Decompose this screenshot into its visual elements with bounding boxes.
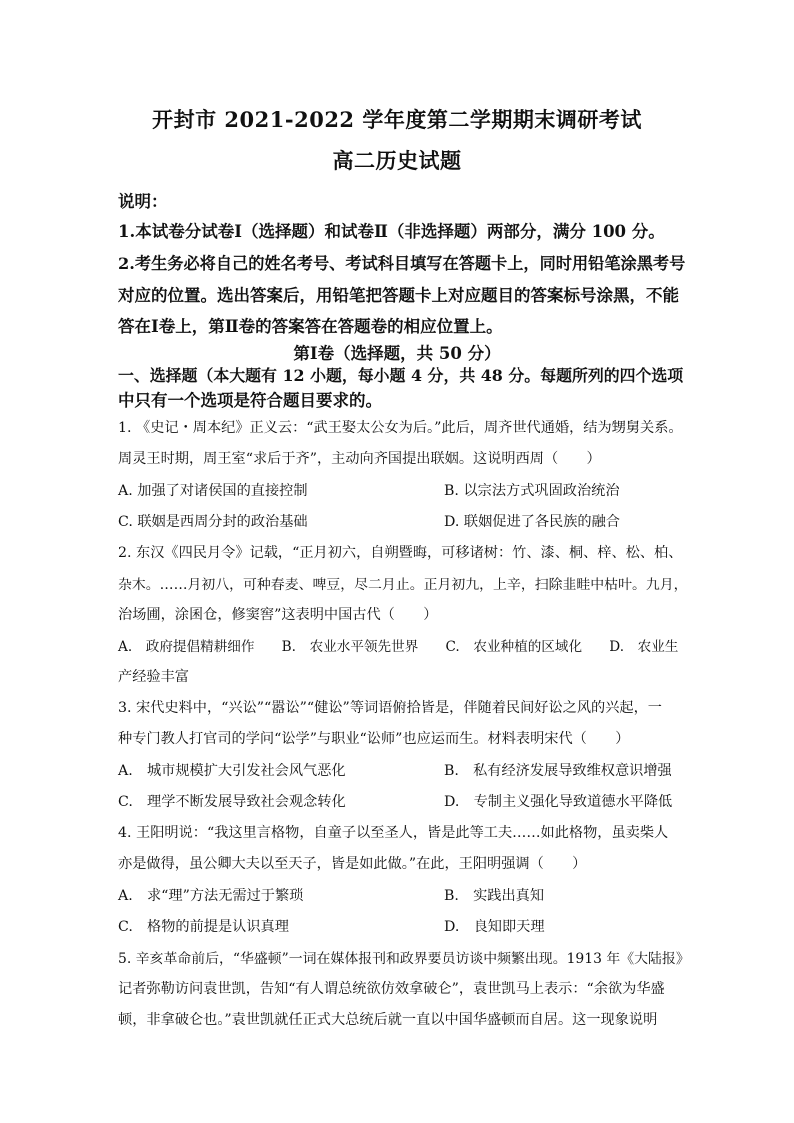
- question-5-line-3: 顿，非拿破仑也。”袁世凯就任正式大总统后就一直以中国华盛顿而自居。这一现象说明: [118, 1012, 658, 1028]
- exam-subtitle: 高二历史试题: [332, 148, 462, 173]
- question-1-option-c: C. 联姻是西周分封的政治基础: [118, 514, 308, 530]
- question-3-option-a: A. 城市规模扩大引发社会风气恶化: [118, 763, 346, 779]
- question-4-option-a: A. 求“理”方法无需过于繁琐: [118, 888, 304, 904]
- question-2-line-2: 杂木。……月初八，可种春麦、啤豆，尽二月止。正月初九，上辛，扫除韭畦中枯叶。九月，: [118, 577, 688, 593]
- question-1-line-1: 1. 《史记・周本纪》正义云：“武王娶太公女为后。”此后，周齐世代通婚，结为甥舅关系。: [118, 420, 683, 436]
- instruction-2-line-2: 对应的位置。选出答案后，用铅笔把答题卡上对应题目的答案标号涂黑，不能: [118, 286, 679, 305]
- question-4-option-b: B. 实践出真知: [444, 888, 545, 904]
- question-2-line-1: 2. 东汉《四民月令》记载，“正月初六，自朔暨晦，可移诸树：竹、漆、桐、梓、松、柏、: [118, 545, 683, 561]
- question-1-option-b: B. 以宗法方式巩固政治统治: [444, 483, 620, 499]
- question-2-line-3: 治场圃，涂囷仓，修窦窖”这表明中国古代（ ）: [118, 607, 438, 623]
- question-4-line-1: 4. 王阳明说：“我这里言格物，自童子以至圣人，皆是此等工夫……如此格物，虽卖柴人: [118, 825, 669, 841]
- section-heading-line-2: 中只有一个选项是符合题目要求的。: [118, 391, 382, 410]
- question-3-option-d: D. 专制主义强化导致道德水平降低: [444, 794, 673, 810]
- question-4-line-2: 亦是做得，虽公卿大夫以至天子，皆是如此做。”在此，王阳明强调（ ）: [118, 856, 587, 872]
- section-heading-line-1: 一、选择题（本大题有 12 小题，每小题 4 分，共 48 分。每题所列的四个选项: [118, 366, 684, 385]
- question-5-line-2: 记者弥勒访问袁世凯，告知“有人谓总统欲仿效拿破仑”，袁世凯马上表示：“余欲为华盛: [118, 981, 665, 997]
- part1-heading: 第Ⅰ卷（选择题，共 50 分）: [293, 344, 501, 363]
- instructions-label: 说明：: [118, 192, 168, 211]
- question-1-option-d: D. 联姻促进了各民族的融合: [444, 514, 620, 530]
- question-1-line-2: 周灵王时期，周王室“求后于齐”，主动向齐国提出联姻。这说明西周（ ）: [118, 451, 601, 467]
- question-2-options-line-1: A. 政府提倡精耕细作 B. 农业水平领先世界 C. 农业种植的区域化 D. 农业生: [118, 639, 679, 655]
- exam-title: 开封市 2021-2022 学年度第二学期期末调研考试: [152, 107, 642, 132]
- instruction-1: 1.本试卷分试卷Ⅰ（选择题）和试卷Ⅱ（非选择题）两部分，满分 100 分。: [118, 222, 665, 241]
- question-3-line-1: 3. 宋代史料中，“兴讼”“嚣讼”“健讼”等词语俯拾皆是，伴随着民间好讼之风的兴起，一: [118, 700, 662, 716]
- question-3-option-c: C. 理学不断发展导致社会观念转化: [118, 794, 346, 810]
- question-1-option-a: A. 加强了对诸侯国的直接控制: [118, 483, 308, 499]
- question-4-option-d: D. 良知即天理: [444, 919, 545, 935]
- question-2-options-line-2: 产经验丰富: [118, 669, 189, 685]
- instruction-2-line-3: 答在Ⅰ卷上，第Ⅱ卷的答案答在答题卷的相应位置上。: [118, 317, 503, 336]
- instruction-2-line-1: 2.考生务必将自己的姓名考号、考试科目填写在答题卡上，同时用铅笔涂黑考号: [118, 254, 686, 273]
- question-4-option-c: C. 格物的前提是认识真理: [118, 919, 289, 935]
- question-3-option-b: B. 私有经济发展导致维权意识增强: [444, 763, 672, 779]
- question-3-line-2: 种专门教人打官司的学问“讼学”与职业“讼师”也应运而生。材料表明宋代（ ）: [118, 731, 630, 747]
- question-5-line-1: 5. 辛亥革命前后，“华盛顿”一词在媒体报刊和政界要员访谈中频繁出现。1913 年《大陆报》: [118, 951, 690, 967]
